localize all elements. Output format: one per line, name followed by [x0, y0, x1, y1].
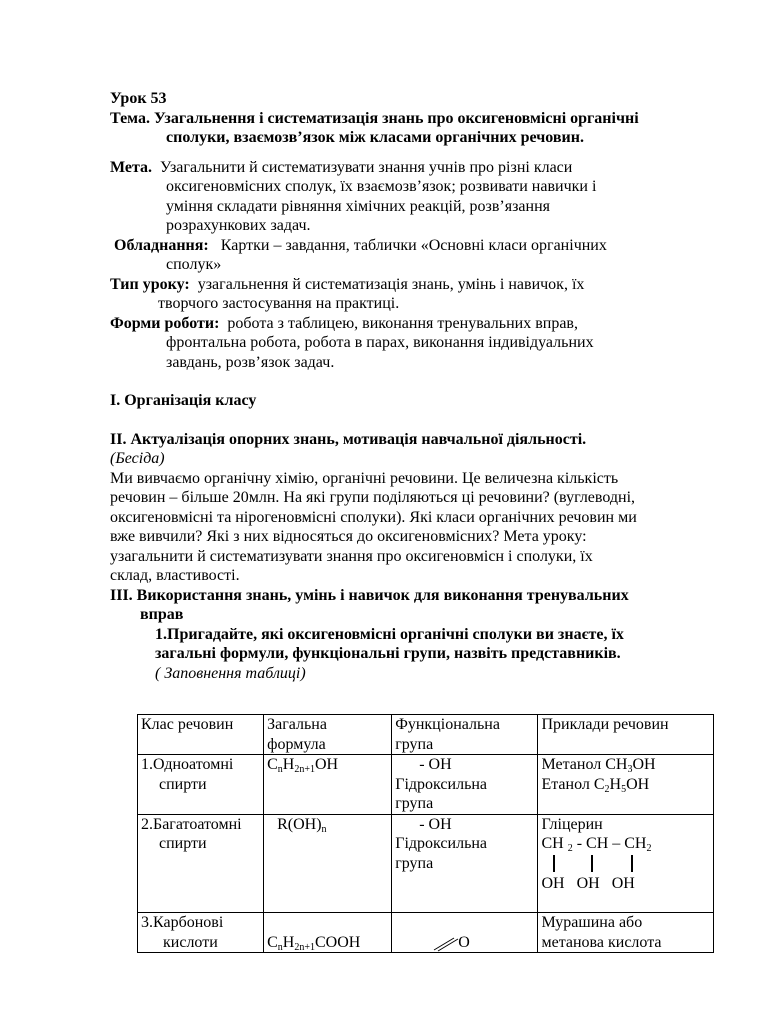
goal-label: Мета.: [110, 158, 153, 176]
header-cell: Клас речовин: [138, 715, 264, 755]
class-name: 1.Одноатомні: [141, 756, 234, 773]
examples-cell: [538, 814, 714, 913]
class-name: 2.Багатоатомні: [141, 815, 242, 833]
header-cell: Функціональна група: [392, 715, 538, 755]
header-cell: Загальна формула: [264, 715, 392, 755]
work-forms-text-2: фронтальна робота, робота в парах, виконання індивідуальних: [166, 334, 594, 351]
theme-text: Узагальнення і систематизація знань про оксигеновмісні органічні: [153, 109, 639, 127]
theme-text-cont: сполуки, взаємозв’язок між класами органічних речовин.: [166, 129, 584, 146]
formula-cell: $C_nH_{2n+1}OH$: [264, 755, 392, 815]
section-3-heading: ІІІ. Використання знань, умінь і навичок для виконання тренувальних: [110, 586, 629, 604]
hydroxyl-groups: OH OH OH: [541, 874, 635, 892]
class-name-cont: спирти: [159, 835, 207, 852]
carboxyl-group: [395, 933, 534, 952]
lesson-document: [110, 89, 722, 683]
section-1-heading: І. Організація класу: [110, 392, 257, 409]
bond-line: [591, 855, 593, 872]
goal-text-3: уміння складати рівняння хімічних реакцій, розв’язання: [166, 197, 550, 215]
example-formic-acid-cont: метанова кислота: [541, 933, 662, 951]
formula-cell: $C_nH_{2n+1}COOH$: [264, 913, 392, 953]
examples-cell: [538, 913, 714, 953]
class-cell: [138, 913, 264, 953]
table-row: [138, 755, 714, 815]
glycerol-chain: CH $_2$ - CH – $CH_2$: [541, 835, 652, 854]
paragraph-line: вже вивчили? Які з них відносяться до оксигеновмісних? Мета уроку:: [110, 528, 587, 545]
conversation-note: (Бесіда): [110, 450, 165, 467]
section-2-heading: ІІ. Актуалізація опорних знань, мотивація навчальної діяльності.: [110, 430, 587, 448]
class-name: 3.Карбонові: [141, 914, 224, 931]
goal-text-4: розрахункових задач.: [166, 217, 311, 234]
goal-text-2: оксигеновмісних сполук, їх взаємозв’язок; розвивати навички і: [166, 178, 597, 195]
group-cell: [392, 913, 538, 953]
bond-lines: [541, 854, 710, 874]
bond-line: [553, 855, 555, 872]
group-formula: - OH: [419, 815, 452, 833]
group-cell: [392, 755, 538, 815]
paragraph-line: склад, властивості.: [110, 567, 240, 584]
goal: [110, 158, 722, 178]
paragraph-line: Ми вивчаємо органічну хімію, органічні речовини. Це величезна кількість: [110, 469, 619, 487]
formula-cell: [264, 814, 392, 913]
example-glycerol: Гліцерин: [541, 815, 603, 833]
goal-text: Узагальнити й систематизувати знання учнів про різні класи: [160, 158, 573, 176]
class-cell: [138, 755, 264, 815]
group-name: Гідроксильна: [395, 835, 488, 852]
paragraph-line: оксигеновмісні та нірогеновмісні сполуки). Які класи органічних речовин ми: [110, 508, 637, 526]
lesson-type-label: Тип уроку:: [110, 275, 190, 293]
header-cell: Приклади речовин: [538, 715, 714, 755]
oxygen-atom: O: [458, 934, 470, 951]
examples-cell: [538, 755, 714, 815]
paragraph-line: узагальнити й систематизувати знання про оксигеновмісн і сполуки, їх: [110, 547, 593, 565]
equipment-label: Обладнання:: [114, 236, 209, 254]
group-formula: - OH: [419, 756, 452, 773]
work-forms-text: робота з таблицею, виконання тренувальних вправ,: [227, 314, 578, 332]
bond-line: [631, 855, 633, 872]
compounds-table: [137, 714, 714, 953]
equipment-text-2: сполук»: [166, 256, 222, 273]
group-name-cont: група: [395, 795, 434, 812]
work-forms-label: Форми роботи:: [110, 314, 220, 332]
example-ethanol: Етанол $C_2H_5OH$: [541, 775, 650, 795]
table-note: ( Заповнення таблиці): [155, 664, 306, 682]
task-1-cont: загальні формули, функціональні групи, назвіть представників.: [155, 645, 621, 662]
theme-label: Тема.: [110, 109, 150, 127]
work-forms: [110, 314, 722, 334]
example-formic-acid: Мурашина або: [541, 914, 643, 931]
lesson-type: [110, 275, 722, 295]
formula-text: $R(OH)_n$: [277, 815, 327, 835]
theme: [110, 109, 722, 129]
table-row: [138, 913, 714, 953]
work-forms-text-3: завдань, розв’язок задач.: [166, 353, 335, 371]
equipment: [110, 236, 722, 256]
equipment-text: Картки – завдання, таблички «Основні класи органічних: [220, 236, 607, 254]
class-cell: [138, 814, 264, 913]
section-3-heading-cont: вправ: [140, 606, 184, 623]
group-name-cont: група: [395, 854, 434, 872]
lesson-type-text: узагальнення й систематизація знань, умінь і навичок, їх: [197, 275, 585, 293]
table-header-row: [138, 715, 714, 755]
class-name-cont: кислоти: [163, 933, 218, 951]
table-row: [138, 814, 714, 913]
group-name: Гідроксильна: [395, 775, 488, 793]
example-methanol: Метанол $CH_3OH$: [541, 756, 656, 775]
lesson-type-text-2: творчого застосування на практиці.: [158, 295, 400, 312]
group-cell: [392, 814, 538, 913]
task-1: 1.Пригадайте, які оксигеновмісні органічні сполуки ви знаєте, їх: [155, 625, 624, 643]
paragraph-line: речовин – більше 20млн. На які групи поділяються ці речовини? (вуглеводні,: [110, 489, 636, 506]
lesson-number: Урок 53: [110, 90, 167, 107]
class-name-cont: спирти: [159, 775, 207, 793]
